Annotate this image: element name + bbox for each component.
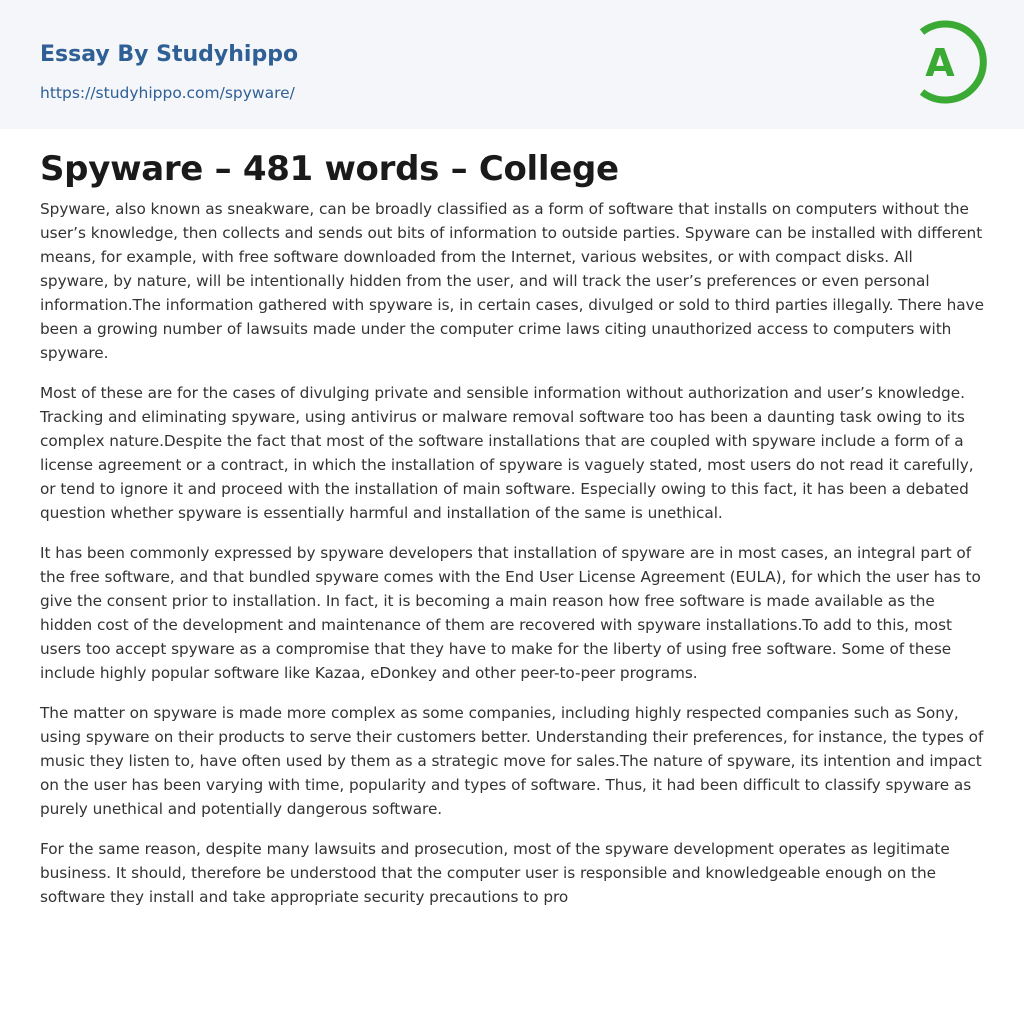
essay-paragraph-4: The matter on spyware is made more complex as some companies, including highly respected companies such as Sony, using spyware on their products to serve their customers better. Understanding their preferences, for instance, the types of music they listen to, have often used by them as a strategic move for sales.The nature of spyware, its intention and impact on the user has been varying with time, popularity and types of software. Thus, it had been difficult to classify spyware as purely unethical and potentially dangerous software. xyxy=(40,704,984,818)
essay-paragraph-2: Most of these are for the cases of divulging private and sensible information without authorization and user’s knowledge. Tracking and eliminating spyware, using antivirus or malware removal software too has been a daunting task owing to its complex nature.Despite the fact that most of the software installations that are coupled with spyware include a form of a license agreement or a contract, in which the installation of spyware is vaguely stated, most users do not read it carefully, or tend to ignore it and proceed with the installation of main software. Especially owing to this fact, it has been a debated question whether spyware is essentially harmful and installation of the same is unethical. xyxy=(40,384,974,522)
essay-title: Spyware – 481 words – College xyxy=(40,149,619,189)
essay-url-link[interactable]: https://studyhippo.com/spyware/ xyxy=(40,84,295,102)
studyhippo-a-logo-icon[interactable] xyxy=(902,19,988,105)
site-header xyxy=(0,0,1024,129)
brand-title[interactable]: Essay By Studyhippo xyxy=(40,42,299,67)
essay-paragraph-1: Spyware, also known as sneakware, can be broadly classified as a form of software that installs on computers without the user’s knowledge, then collects and sends out bits of information to outside parties. Spyware can be installed with different means, for example, with free software downloaded from the Internet, various websites, or with compact disks. All spyware, by nature, will be intentionally hidden from the user, and will track the user’s preferences or even personal information.The information gathered with spyware is, in certain cases, divulged or sold to third parties illegally. There have been a growing number of lawsuits made under the computer crime laws citing unauthorized access to computers with spyware. xyxy=(40,200,984,362)
essay-content xyxy=(0,129,1024,909)
essay-paragraph-3: It has been commonly expressed by spyware developers that installation of spyware are in most cases, an integral part of the free software, and that bundled spyware comes with the End User License Agreement (EULA), for which the user has to give the consent prior to installation. In fact, it is becoming a main reason how free software is made available as the hidden cost of the development and maintenance of them are recovered with spyware installations.To add to this, most users too accept spyware as a compromise that they have to make for the liberty of using free software. Some of these include highly popular software like Kazaa, eDonkey and other peer-to-peer programs. xyxy=(40,544,981,682)
logo-letter: A xyxy=(925,41,955,85)
essay-paragraph-5: For the same reason, despite many lawsuits and prosecution, most of the spyware development operates as legitimate business. It should, therefore be understood that the computer user is responsible and knowledgeable enough on the software they install and take appropriate security precautions to pro xyxy=(40,840,950,906)
